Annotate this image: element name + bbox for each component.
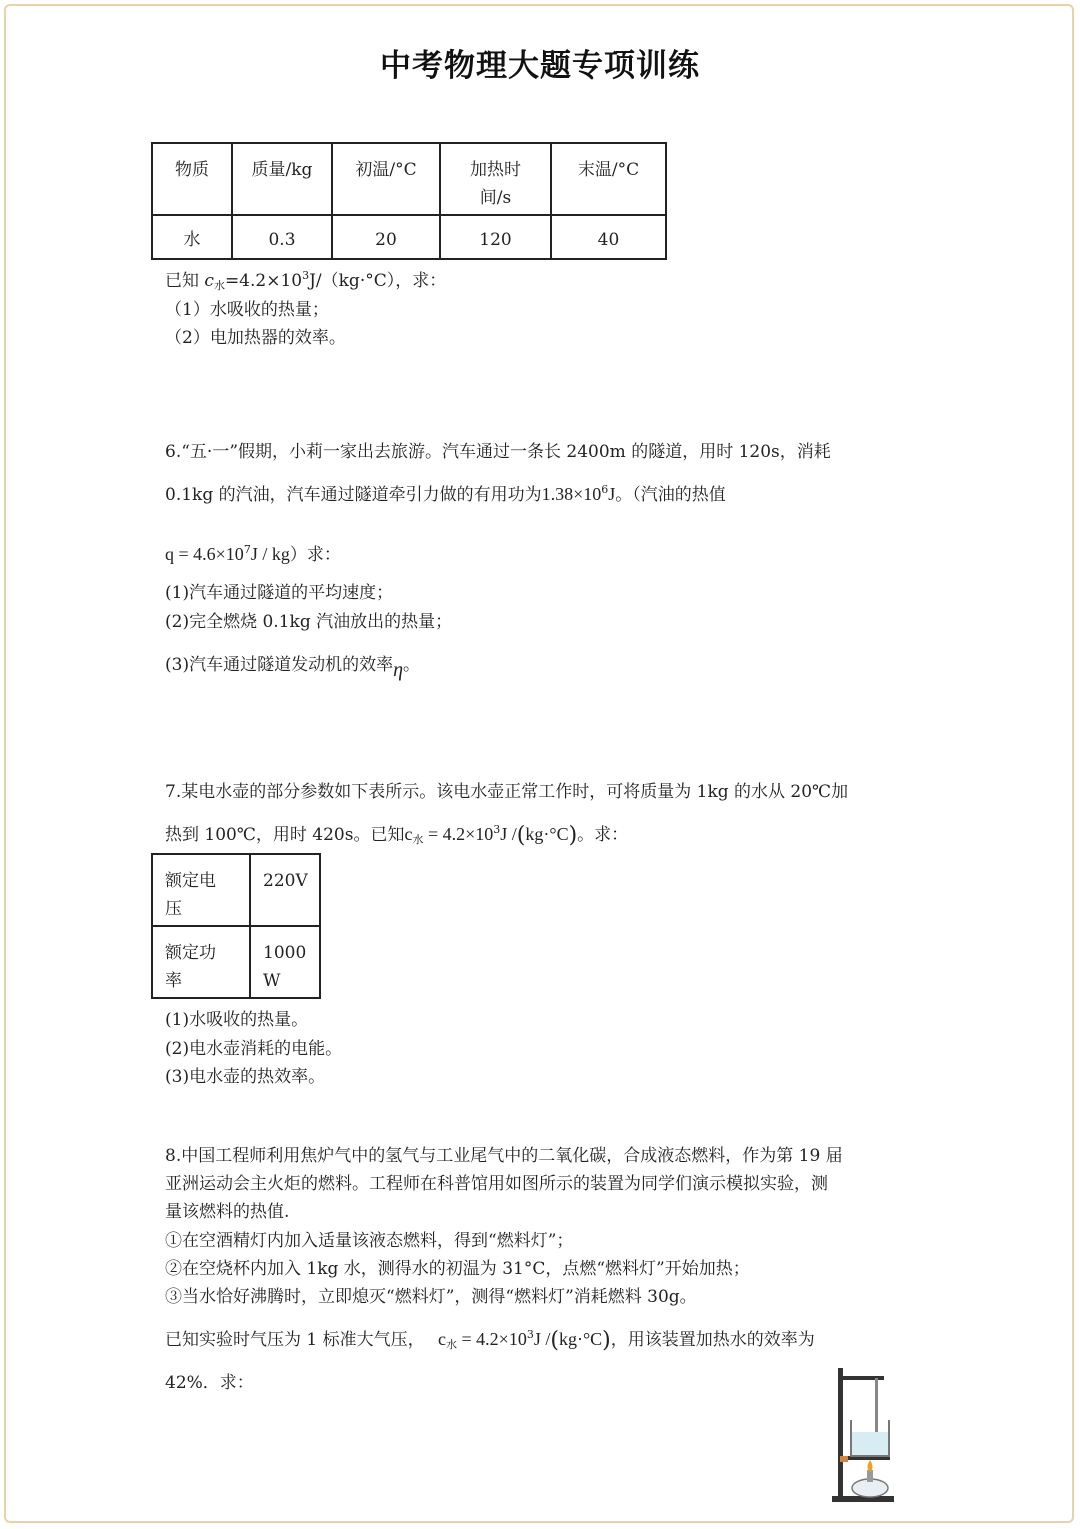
table-cell: 20	[332, 215, 440, 259]
q7-item-3: (3)电水壶的热效率。	[165, 1067, 326, 1087]
table-cell: 120	[440, 215, 551, 259]
water	[852, 1432, 888, 1455]
table-row	[152, 926, 320, 998]
stand-rod	[838, 1368, 843, 1498]
q8-line: 亚洲运动会主火炬的燃料。工程师在科普馆用如图所示的装置为同学们演示模拟实验，测	[165, 1174, 828, 1194]
q8-step-3: ③当水恰好沸腾时，立即熄灭“燃料灯”，测得“燃料灯”消耗燃料 30g。	[165, 1287, 697, 1307]
kettle-spec-table	[151, 853, 321, 999]
q8-line: 8.中国工程师利用焦炉气中的氢气与工业尾气中的二氧化碳，合成液态燃料，作为第 19 届	[165, 1146, 843, 1166]
table-cell: 40	[551, 215, 666, 259]
clamp-knob	[840, 1456, 848, 1462]
q8-last-line: 42%．求：	[165, 1373, 254, 1393]
q8-step-2: ②在空烧杯内加入 1kg 水，测得水的初温为 31°C，点燃“燃料灯”开始加热；	[165, 1259, 750, 1279]
table-header-cell: 物质	[152, 143, 232, 215]
table-header-row	[152, 143, 666, 215]
q6-line-1: 6.“五·一”假期，小莉一家出去旅游。汽车通过一条长 2400m 的隧道，用时 120s，消耗	[165, 442, 831, 462]
table-header-cell: 加热时间/s	[440, 143, 551, 215]
table-row	[152, 215, 666, 259]
q7-item-1: (1)水吸收的热量。	[165, 1010, 309, 1030]
table-row	[152, 854, 320, 926]
q7-line-1: 7.某电水壶的部分参数如下表所示。该电水壶正常工作时，可将质量为 1kg 的水从 20℃加	[165, 782, 849, 802]
spec-value-cell: 1000 W	[250, 926, 320, 998]
q6-line-2: 0.1kg 的汽油，汽车通过隧道牵引力做的有用功为$1.38\times 10^6J$。（汽油的热值	[165, 483, 726, 505]
q5-item-1: （1）水吸收的热量；	[165, 300, 329, 320]
table-header-cell: 质量/kg	[232, 143, 332, 215]
q6-item-1: (1)汽车通过隧道的平均速度；	[165, 583, 394, 603]
q6-item-2: (2)完全燃烧 0.1kg 汽油放出的热量；	[165, 612, 453, 632]
q7-line-2: 热到 100℃，用时 420s。已知$c_水 = 4.2\times 10^3J$ /(kg·°C)。求：	[165, 823, 629, 848]
spec-label-cell: 额定电 压	[152, 854, 250, 926]
q5-item-2: （2）电加热器的效率。	[165, 328, 346, 348]
page-title: 中考物理大题专项训练	[380, 48, 700, 84]
heating-apparatus-figure	[820, 1360, 910, 1510]
table-header-cell: 初温/°C	[332, 143, 440, 215]
q7-item-2: (2)电水壶消耗的电能。	[165, 1039, 343, 1059]
spec-value-cell: 220V	[250, 854, 320, 926]
q5-known-line: 已知 $c_水=4.2\times 10^3J/(kg\cdot^\circ C)$，求：	[165, 269, 447, 292]
spec-label-cell: 额定功 率	[152, 926, 250, 998]
q8-step-1: ①在空酒精灯内加入适量该液态燃料，得到“燃料灯”；	[165, 1231, 574, 1251]
q6-heat-value-line: $q = 4.6\times 10^7J / kg$）求：	[165, 543, 341, 565]
q8-known-line: 已知实验时气压为 1 标准大气压， $c_水 = 4.2\times 10^3J$ /(kg·°C)，用该装置加热水的效率为	[165, 1328, 815, 1353]
q6-item-3: (3)汽车通过隧道发动机的效率η。	[165, 655, 421, 681]
table-cell: 0.3	[232, 215, 332, 259]
table-header-cell: 末温/°C	[551, 143, 666, 215]
table-cell: 水	[152, 215, 232, 259]
heating-data-table	[151, 142, 667, 260]
q8-line: 量该燃料的热值.	[165, 1202, 290, 1222]
